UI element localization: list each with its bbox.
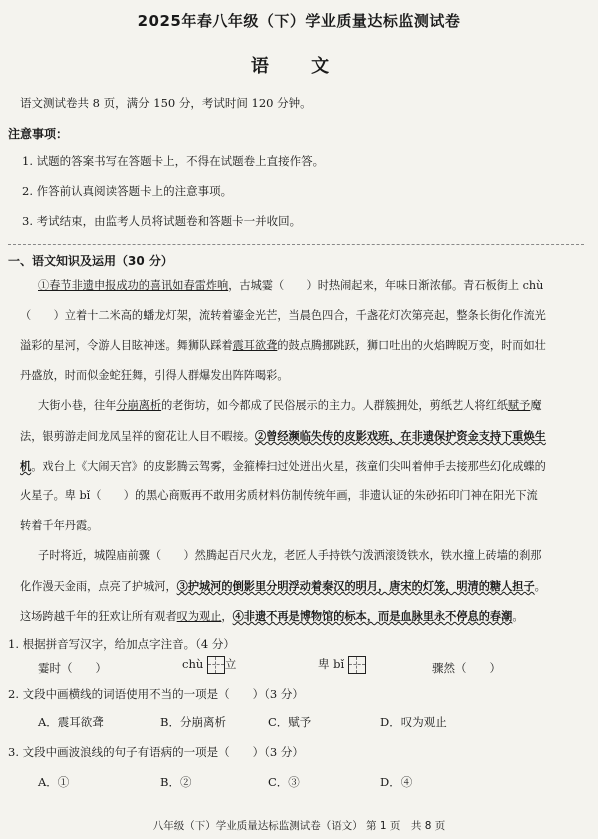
passage-line: 子时将近，城隍庙前骤（ ）然腾起百尺火龙，老匠人手持铁勺泼洒滚烫铁水，铁水撞上砖墙的刹那 bbox=[38, 549, 542, 562]
passage-line bbox=[20, 428, 546, 445]
q1-item-c bbox=[318, 656, 366, 674]
passage-text: ，古城霎（ ）时热闹起来，年味日渐浓郁。青石板街上 chù bbox=[228, 279, 544, 292]
divider bbox=[8, 244, 584, 245]
underlined-word: 叹为观止 bbox=[176, 610, 222, 623]
note-item: 2. 作答前认真阅读答题卡上的注意事项。 bbox=[22, 184, 233, 198]
passage-line: 火星子。卑 bǐ（ ）的黑心商贩再不敢用劣质材料仿制传统年画，非遗认证的朱砂拓印门神在阳光下流 bbox=[20, 489, 538, 502]
page-footer: 八年级（下）学业质量达标监测试卷（语文） 第 1 页 共 8 页 bbox=[152, 820, 446, 832]
question-1-stem: 1. 根据拼音写汉字，给加点字注音。（4 分） bbox=[8, 637, 235, 651]
passage-text: 魔 bbox=[530, 399, 542, 412]
subject-title: 语 文 bbox=[250, 56, 348, 77]
q3-option-a[interactable]: A．① bbox=[38, 775, 70, 789]
passage-text: 的老街坊，如今都成了民俗展示的主力。人群簇拥处，剪纸艺人将红纸 bbox=[161, 399, 508, 412]
q3-option-d[interactable]: D．④ bbox=[380, 775, 413, 789]
note-item: 1. 试题的答案书写在答题卡上，不得在试题卷上直接作答。 bbox=[22, 154, 325, 168]
passage-line bbox=[20, 578, 546, 595]
q2-option-c[interactable]: C．赋予 bbox=[268, 715, 312, 729]
answer-box[interactable] bbox=[207, 656, 225, 674]
wavy-sentence: ④非遗不再是博物馆的标本，而是血脉里永不停息的春潮 bbox=[232, 609, 513, 623]
q1-item-a: 霎时（ ） bbox=[38, 661, 107, 675]
question-2-stem: 2. 文段中画横线的词语使用不当的一项是（ ）（3 分） bbox=[8, 687, 304, 701]
question-3-stem: 3. 文段中画波浪线的句子有语病的一项是（ ）（3 分） bbox=[8, 745, 304, 759]
passage-line bbox=[38, 398, 542, 414]
passage-line: 丹盛放，时而似金蛇狂舞，引得人群爆发出阵阵喝彩。 bbox=[20, 369, 289, 382]
q3-option-b[interactable]: B．② bbox=[160, 775, 192, 789]
passage-text: 这场跨越千年的狂欢让所有观者 bbox=[20, 610, 177, 623]
passage-text: 。 bbox=[534, 580, 546, 593]
passage-line: （ ）立着十二米高的蟠龙灯架，流转着鎏金光芒，当晨色四合，千盏花灯次第亮起，整条长街化作流光 bbox=[20, 309, 546, 322]
q2-option-a[interactable]: A．震耳欲聋 bbox=[38, 715, 104, 729]
passage-line bbox=[20, 338, 546, 354]
passage-text: 。 bbox=[512, 610, 524, 623]
passage-text: 。戏台上《大闹天宫》的皮影腾云驾雾，金箍棒扫过处迸出火星，孩童们尖叫着伸手去接那些幻化成蝶的 bbox=[31, 460, 546, 473]
pinyin: chù bbox=[182, 657, 204, 671]
q2-option-b[interactable]: B．分崩离析 bbox=[160, 715, 226, 729]
passage-text: 溢彩的星河，令游人目眩神迷。舞狮队踩着 bbox=[20, 339, 233, 352]
q1-item-b bbox=[182, 656, 236, 674]
section-heading: 一、语文知识及运用（30 分） bbox=[8, 254, 173, 268]
wavy-sentence: ③护城河的倒影里分明浮动着秦汉的明月，唐宋的灯笼，明清的糖人担子 bbox=[176, 579, 535, 593]
underlined-word: 震耳欲聋 bbox=[232, 339, 278, 352]
wavy-sentence: ②曾经濒临失传的皮影戏班，在非遗保护资金支持下重焕生 bbox=[254, 429, 546, 443]
passage-line bbox=[20, 608, 524, 625]
pinyin: 卑 bǐ bbox=[318, 657, 345, 671]
q1-char: 立 bbox=[224, 657, 237, 671]
passage-line bbox=[38, 278, 543, 294]
passage-text: 法，银剪游走间龙凤呈祥的窗花让人目不暇接。 bbox=[20, 430, 255, 443]
exam-title: 2025年春八年级（下）学业质量达标监测试卷 bbox=[137, 12, 461, 30]
underlined-word: 分崩离析 bbox=[116, 399, 162, 412]
passage-text: ， bbox=[221, 610, 233, 623]
wavy-sentence: 机 bbox=[20, 459, 32, 473]
q3-option-c[interactable]: C．③ bbox=[268, 775, 300, 789]
note-item: 3. 考试结束，由监考人员将试题卷和答题卡一并收回。 bbox=[22, 214, 302, 228]
passage-line bbox=[20, 458, 546, 475]
passage-underline: ①春节非遗申报成功的喜讯如春雷炸响 bbox=[38, 279, 229, 292]
passage-line: 转着千年丹霞。 bbox=[20, 519, 99, 532]
exam-intro: 语文测试卷共 8 页，满分 150 分，考试时间 120 分钟。 bbox=[20, 96, 312, 110]
passage-text: 的鼓点腾挪跳跃，狮口吐出的火焰睥睨万变，时而如壮 bbox=[277, 339, 546, 352]
notes-heading: 注意事项： bbox=[8, 127, 69, 141]
q1-item-d: 骤然（ ） bbox=[432, 661, 501, 675]
passage-text: 大街小巷，往年 bbox=[38, 399, 117, 412]
answer-box[interactable] bbox=[348, 656, 366, 674]
underlined-word: 赋予 bbox=[507, 399, 531, 412]
q2-option-d[interactable]: D．叹为观止 bbox=[380, 715, 447, 729]
passage-text: 化作漫天金雨，点亮了护城河， bbox=[20, 580, 177, 593]
